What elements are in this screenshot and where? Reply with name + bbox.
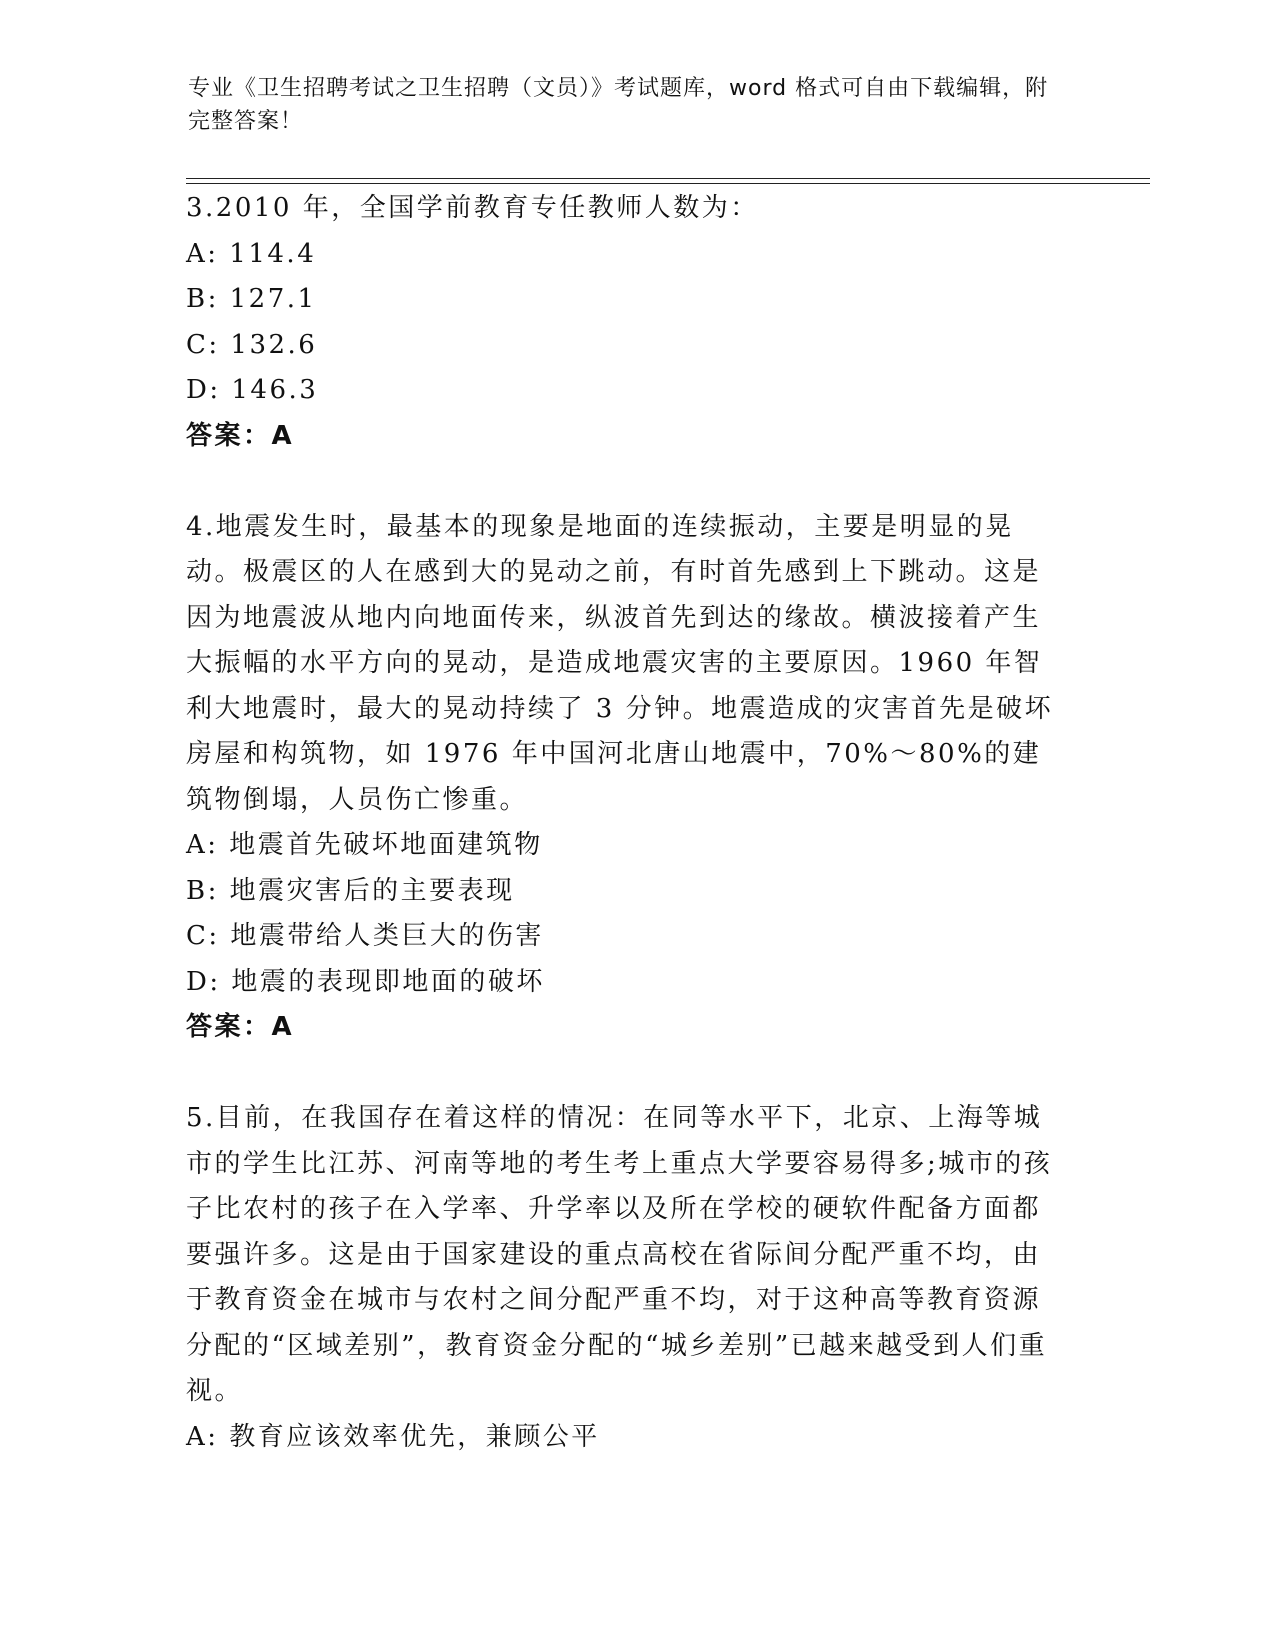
document-header: 专业《卫生招聘考试之卫生招聘（文员）》考试题库，word 格式可自由下载编辑，附完整答案！	[188, 76, 1049, 134]
question-list	[186, 186, 1066, 1460]
answer: 答案：A	[186, 1012, 295, 1042]
answer: 答案：A	[186, 420, 295, 451]
header-divider-top	[186, 178, 1150, 179]
option-a: A: 地震首先破坏地面建筑物	[186, 830, 543, 860]
option-a: A: 教育应该效率优先，兼顾公平	[186, 1421, 600, 1452]
spacer	[186, 459, 1066, 505]
option-d: D: 地震的表现即地面的破坏	[186, 966, 545, 997]
option-c: C: 地震带给人类巨大的伤害	[186, 921, 544, 951]
question-4	[186, 505, 1066, 1051]
question-5	[186, 1096, 1066, 1460]
question-stem: 4.地震发生时，最基本的现象是地面的连续振动，主要是明显的晃动。极震区的人在感到大的晃动之前，有时首先感到上下跳动。这是因为地震波从地内向地面传来，纵波首先到达的缘故。横波接着产生大振幅的水平方向的晃动，是造成地震灾害的主要原因。1960 年智利大地震时，最大的晃动持续了 3 分钟。地震造成的灾害首先是破坏房屋和构筑物，如 1976 年中国河北唐山地震中，70%～80%的建筑物倒塌，人员伤亡惨重。	[186, 511, 1054, 815]
question-stem: 5.目前，在我国存在着这样的情况：在同等水平下，北京、上海等城市的学生比江苏、河南等地的考生考上重点大学要容易得多;城市的孩子比农村的孩子在入学率、升学率以及所在学校的硬软件配备方面都要强许多。这是由于国家建设的重点高校在省际间分配严重不均，由于教育资金在城市与农村之间分配严重不均，对于这种高等教育资源分配的“区域差别”，教育资金分配的“城乡差别”已越来越受到人们重视。	[186, 1103, 1053, 1406]
question-stem: 3.2010 年，全国学前教育专任教师人数为：	[186, 193, 759, 223]
option-d: D: 146.3	[186, 375, 319, 405]
question-3	[186, 186, 1066, 459]
option-b: B: 地震灾害后的主要表现	[186, 875, 515, 906]
option-b: B: 127.1	[186, 284, 317, 314]
option-a: A: 114.4	[186, 238, 317, 269]
spacer	[186, 1051, 1066, 1097]
header-divider-bottom	[186, 183, 1150, 184]
option-c: C: 132.6	[186, 329, 318, 360]
